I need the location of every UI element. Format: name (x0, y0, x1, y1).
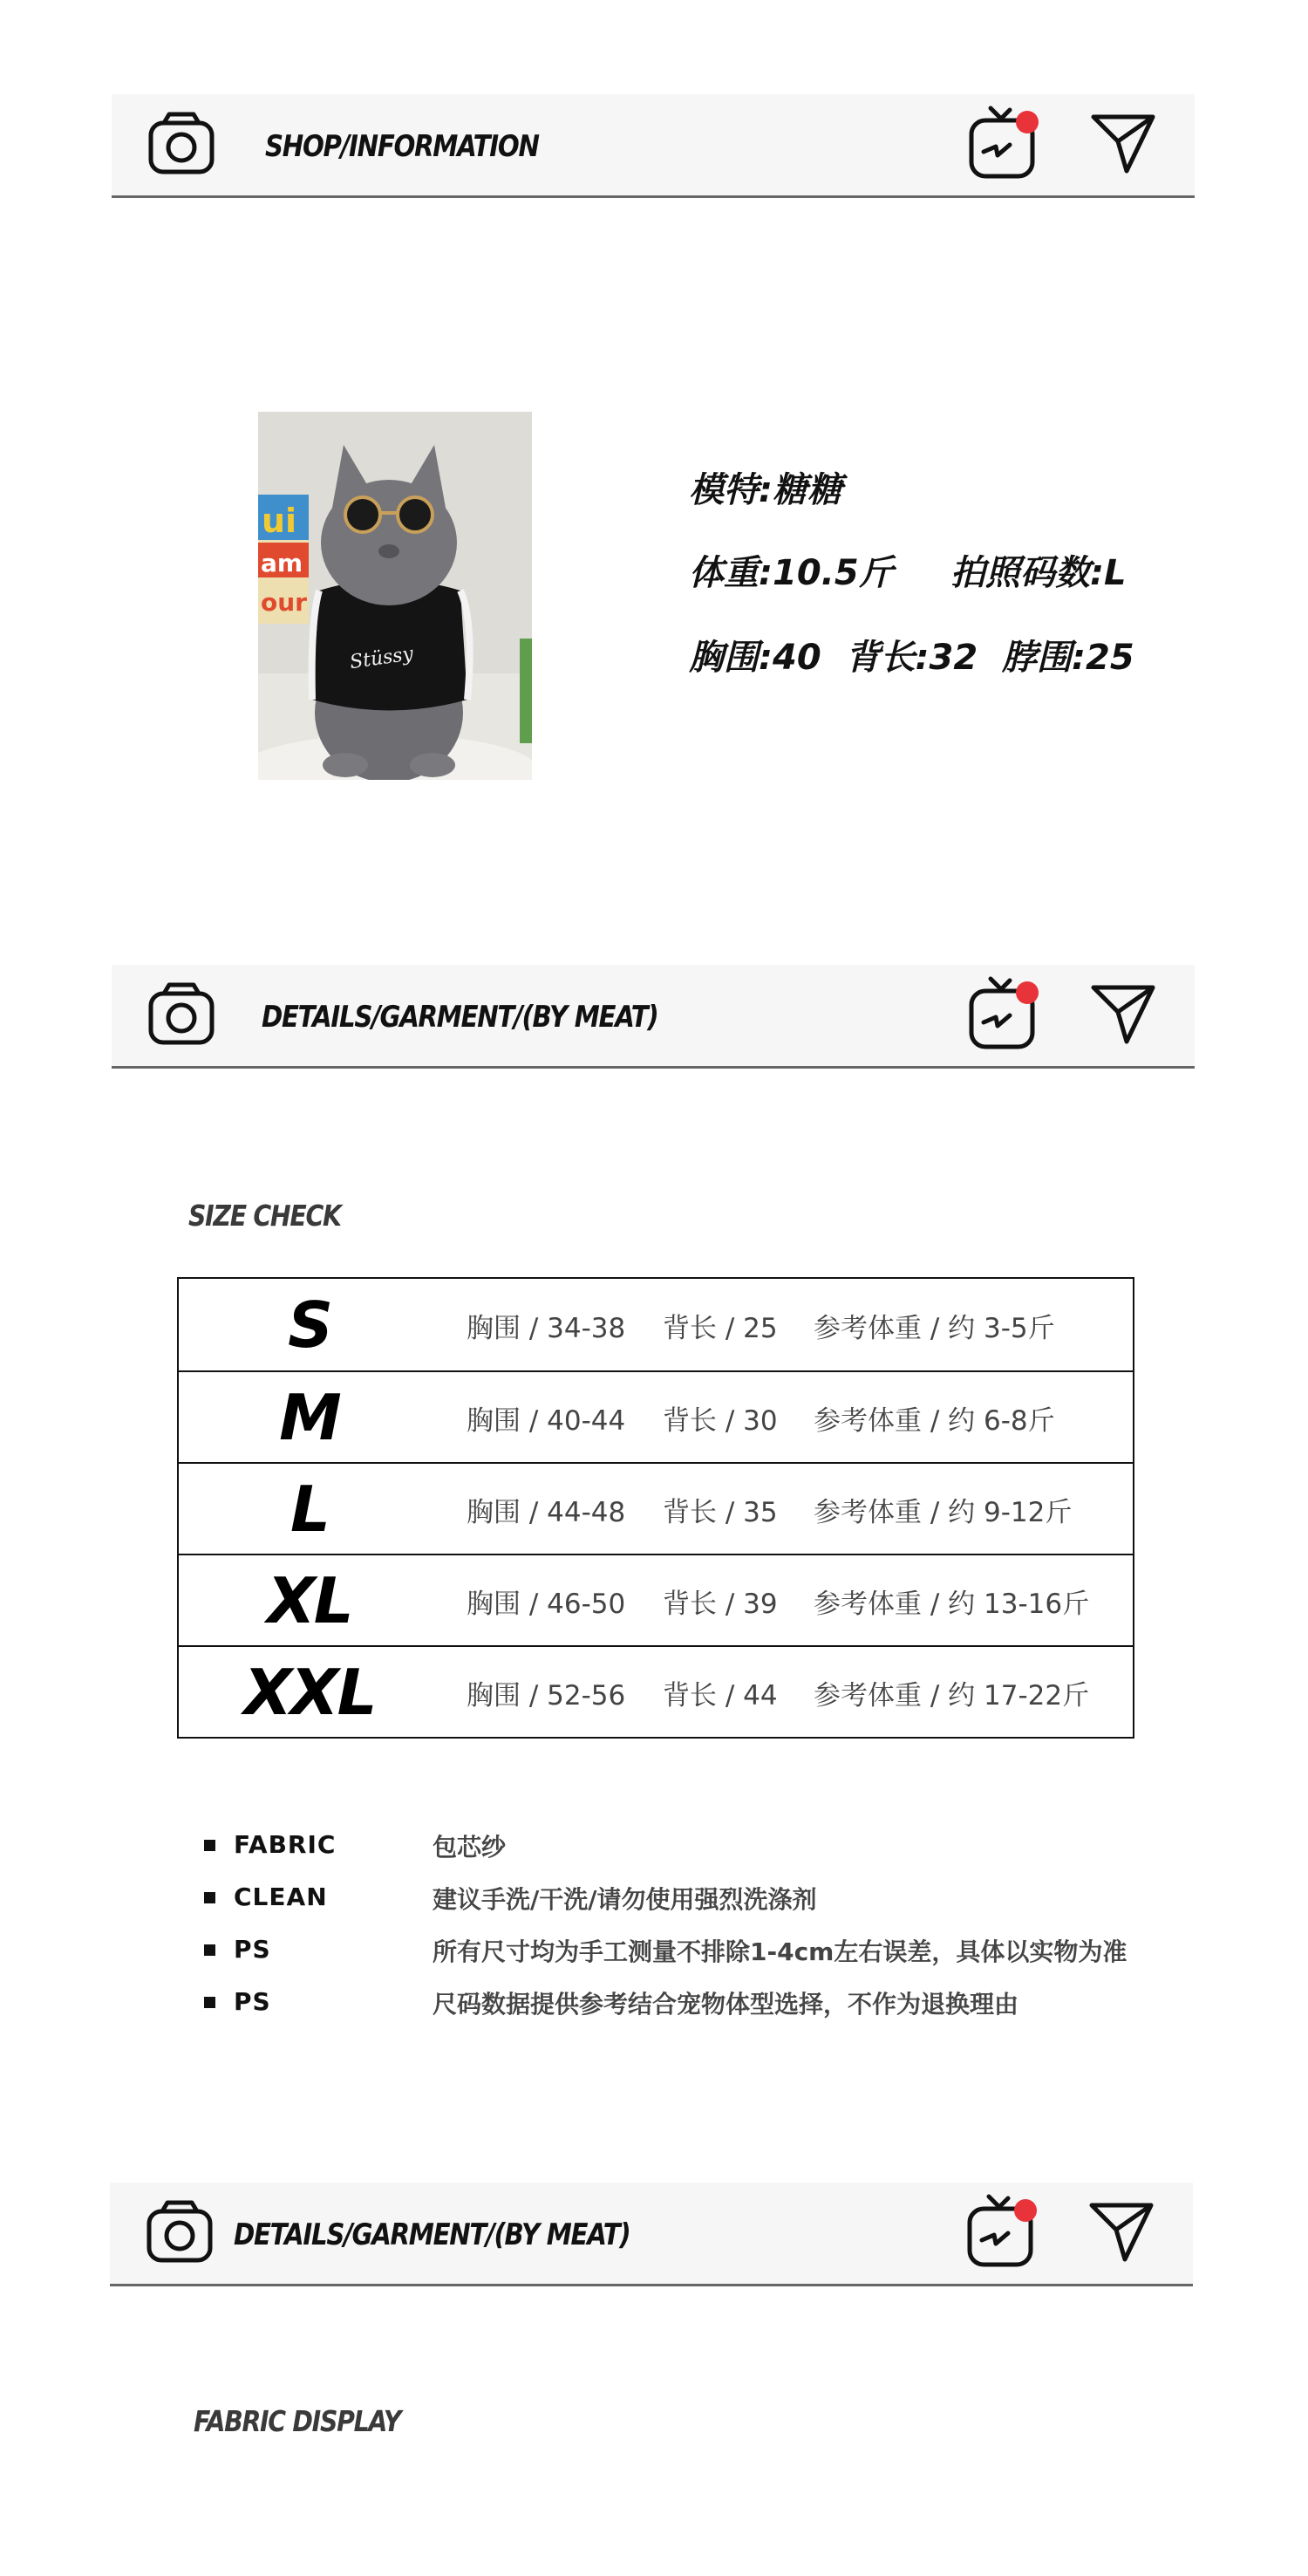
size-chest: 胸围 / 40-44 (467, 1404, 626, 1437)
size-back: 背长 / 30 (663, 1404, 778, 1437)
spec-row-fabric (202, 1828, 1214, 1863)
model-photo-size: 拍照码数:L (950, 553, 1127, 593)
size-chest: 胸围 / 44-48 (467, 1496, 626, 1528)
header-bar-shop-information (112, 94, 1195, 198)
spec-key: FABRIC (234, 1830, 337, 1859)
model-measurements: 胸围:40 背长:32 脖围:25 (689, 638, 1134, 678)
bullet (204, 1840, 215, 1851)
size-check-label: SIZE CHECK (188, 1199, 341, 1233)
spec-value: 尺码数据提供参考结合宠物体型选择，不作为退换理由 (433, 1990, 1019, 2019)
size-code: M (279, 1381, 340, 1454)
size-row-xxl (179, 1645, 1133, 1738)
igtv-notification-icon[interactable] (966, 974, 1045, 1054)
spec-row-ps-2 (202, 1985, 1214, 2020)
fabric-display-label: FABRIC DISPLAY (194, 2404, 401, 2438)
size-row-l (179, 1462, 1133, 1554)
shirt-text: Stüssy (348, 643, 415, 674)
bullet (204, 1944, 215, 1956)
header-bar-details-garment-2 (110, 2183, 1193, 2286)
poster-text-1: ui (262, 502, 297, 540)
bullet (204, 1892, 215, 1903)
size-weight: 参考体重 / 约 13-16斤 (814, 1588, 1090, 1620)
notification-dot (1014, 2199, 1037, 2222)
notification-dot (1016, 111, 1039, 133)
send-icon[interactable] (1088, 981, 1158, 1047)
bullet (204, 1997, 215, 2008)
size-code: XL (267, 1564, 352, 1637)
size-row-m (179, 1370, 1133, 1463)
spec-key: PS (234, 1987, 271, 2016)
spec-key: CLEAN (234, 1882, 328, 1911)
size-weight: 参考体重 / 约 17-22斤 (814, 1679, 1090, 1712)
notification-dot (1016, 981, 1039, 1004)
size-back: 背长 / 25 (663, 1312, 778, 1344)
model-name: 模特:糖糖 (689, 470, 842, 510)
spec-value: 所有尺寸均为手工测量不排除1-4cm左右误差，具体以实物为准 (433, 1937, 1127, 1966)
camera-icon[interactable] (146, 110, 216, 176)
size-chest: 胸围 / 46-50 (467, 1588, 626, 1620)
spec-value: 包芯纱 (433, 1833, 507, 1862)
size-weight: 参考体重 / 约 3-5斤 (814, 1312, 1055, 1344)
header-title: DETAILS/GARMENT/(BY MEAT) (262, 1000, 658, 1035)
send-icon[interactable] (1087, 2198, 1156, 2265)
size-back: 背长 / 44 (663, 1679, 778, 1712)
size-back: 背长 / 35 (663, 1496, 778, 1528)
size-chest: 胸围 / 34-38 (467, 1312, 626, 1344)
model-weight: 体重:10.5斤 (689, 553, 894, 593)
size-weight: 参考体重 / 约 6-8斤 (814, 1404, 1055, 1437)
model-cat-photo (258, 412, 532, 780)
spec-row-clean (202, 1881, 1214, 1916)
spec-row-ps-1 (202, 1933, 1214, 1968)
camera-icon[interactable] (145, 2198, 215, 2265)
size-row-xl (179, 1554, 1133, 1646)
camera-icon[interactable] (146, 981, 216, 1047)
header-title: SHOP/INFORMATION (265, 129, 539, 164)
spec-value: 建议手洗/干洗/请勿使用强烈洗涤剂 (433, 1885, 817, 1914)
poster-text-3: our (261, 588, 307, 617)
size-back: 背长 / 39 (663, 1588, 778, 1620)
header-title: DETAILS/GARMENT/(BY MEAT) (234, 2217, 630, 2252)
igtv-notification-icon[interactable] (966, 103, 1045, 183)
size-table (177, 1277, 1134, 1739)
size-code: L (290, 1472, 329, 1546)
spec-key: PS (234, 1935, 271, 1964)
poster-text-2: am (261, 549, 303, 577)
size-code: S (288, 1288, 331, 1362)
igtv-notification-icon[interactable] (964, 2191, 1043, 2272)
size-chest: 胸围 / 52-56 (467, 1679, 626, 1712)
size-weight: 参考体重 / 约 9-12斤 (814, 1496, 1073, 1528)
size-code: XXL (243, 1656, 376, 1729)
header-bar-details-garment (112, 965, 1195, 1069)
size-row-s (179, 1279, 1133, 1371)
send-icon[interactable] (1088, 110, 1158, 176)
